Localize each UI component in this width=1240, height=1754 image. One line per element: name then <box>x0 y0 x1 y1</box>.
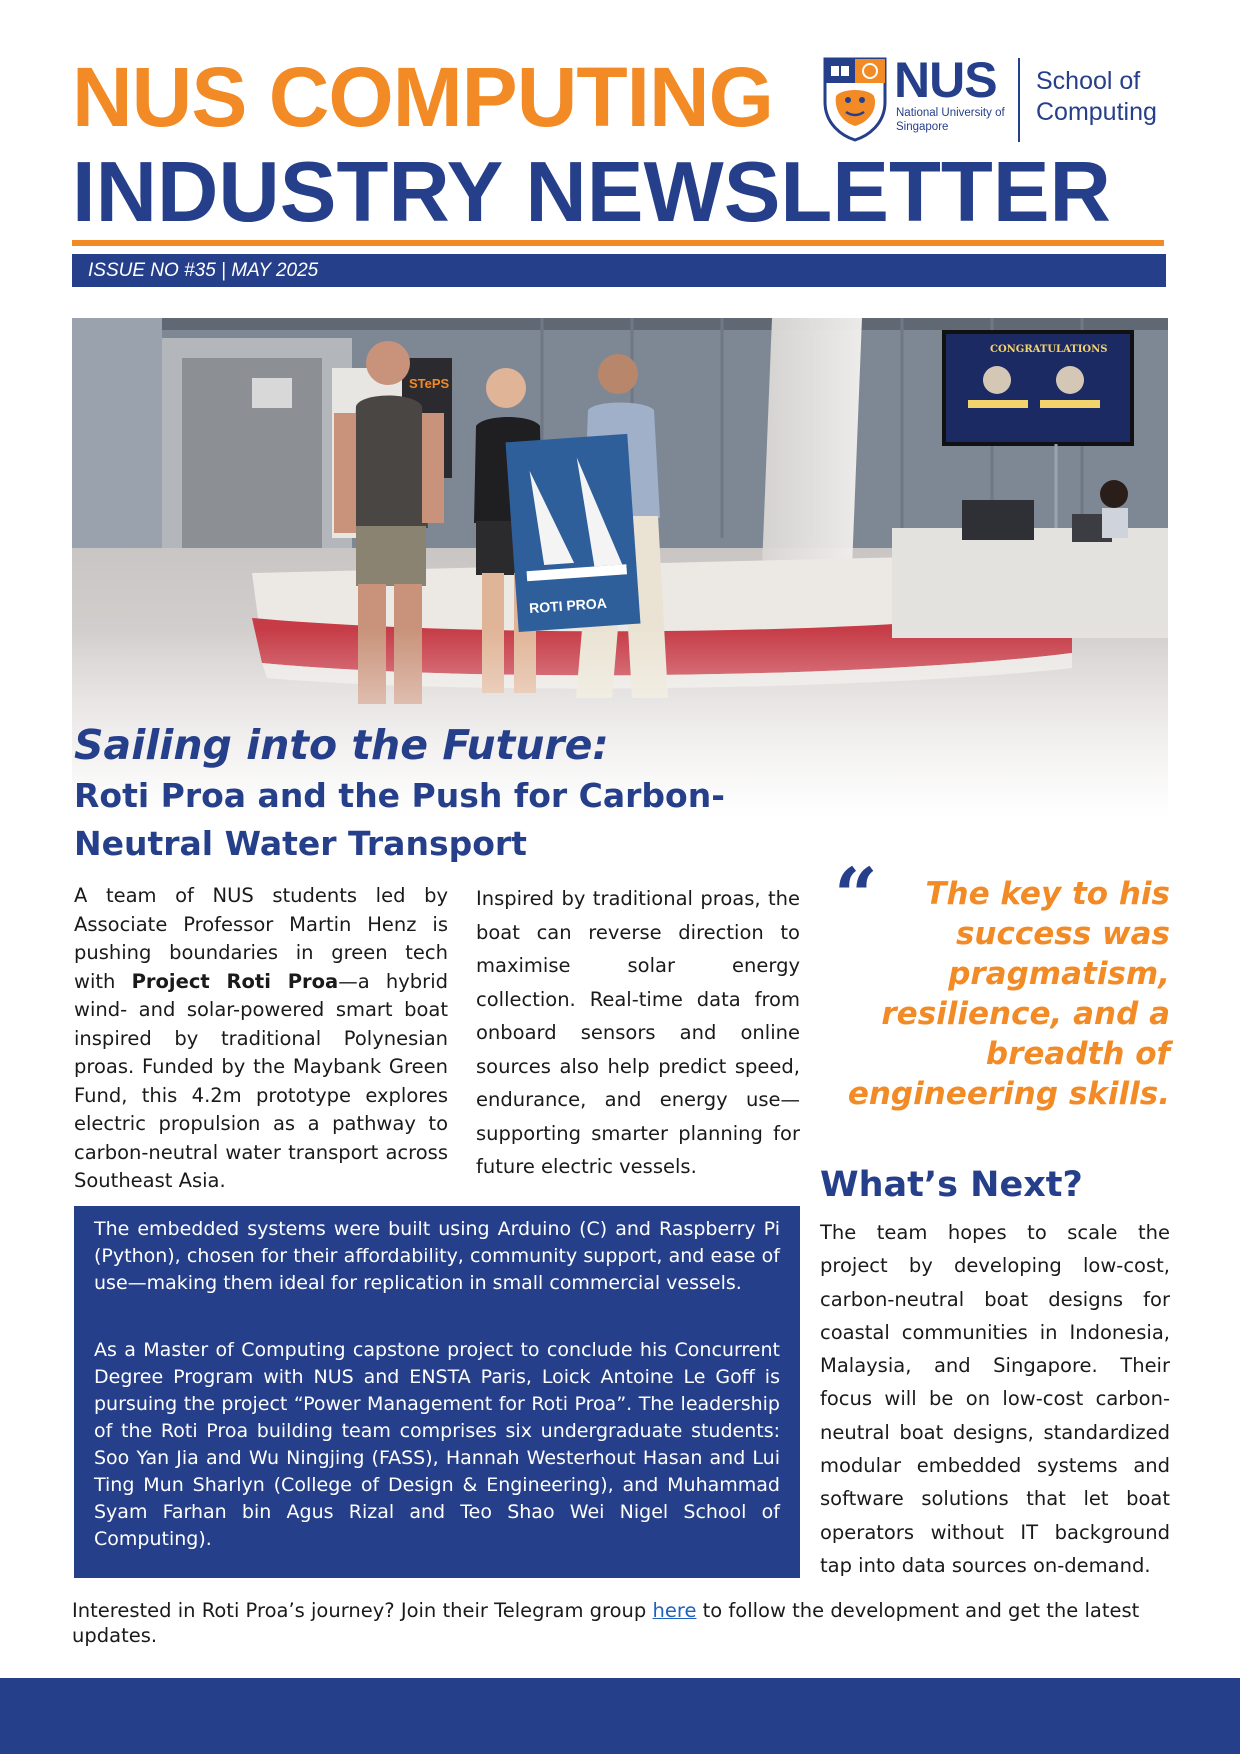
newsletter-title-line1: NUS COMPUTING <box>72 50 773 144</box>
info-box-para-1: The embedded systems were built using Arduino (C) and Raspberry Pi (Python), chosen for their affordability, community support, and ease of use—making them ideal for replication in small commercial vessels. <box>94 1218 780 1294</box>
article-heading: Sailing into the Future: <box>74 721 609 769</box>
header-orange-rule <box>72 240 1164 246</box>
telegram-link[interactable]: here <box>652 1599 697 1622</box>
article-column-2: Inspired by traditional proas, the boat can reverse direction to maximise solar energy collection. Real-time data from onboard sensors and online sources also help predict speed, endurance, and energy use—supporting smarter planning for future electric vessels. <box>476 887 800 1178</box>
nus-soc-logo <box>822 52 1172 144</box>
logo-nus-text: NUS <box>894 52 997 108</box>
logo-university-name: National University of Singapore <box>896 107 1005 133</box>
project-name-bold: Project Roti Proa <box>131 969 339 993</box>
col1-rest: —a hybrid wind- and solar-powered smart boat inspired by traditional Polynesian proas. Funded by the Maybank Green Fund, this 4.2m prototype explores electric propulsion as a pathway to carbon-neutral water transport across Southeast Asia. <box>74 969 448 1192</box>
telegram-note <box>72 1598 1170 1648</box>
info-box-text <box>94 1216 780 1553</box>
newsletter-title-line2: INDUSTRY NEWSLETTER <box>72 145 1111 240</box>
article-column-1 <box>74 882 448 1196</box>
article-subheading: Roti Proa and the Push for Carbon-Neutral Water Transport <box>74 776 725 863</box>
footer-bar <box>0 1678 1240 1754</box>
pull-quote: The key to his success was pragmatism, resilience, and a breadth of engineering skills. <box>847 876 1170 1112</box>
telegram-note-after: to follow the development and get the latest updates. <box>72 1599 1140 1647</box>
col1-intro: A team of NUS students led by Associate Professor Martin Henz is pushing boundaries in green tech with <box>74 884 448 993</box>
issue-label: ISSUE NO #35 | MAY 2025 <box>88 260 319 281</box>
telegram-note-before: Interested in Roti Proa’s journey? Join their Telegram group <box>72 1599 653 1622</box>
logo-divider <box>1018 58 1020 142</box>
nus-crest-icon <box>822 56 888 142</box>
info-box-para-2: As a Master of Computing capstone project to conclude his Concurrent Degree Program with NUS and ENSTA Paris, Loick Antoine Le Goff is pursuing the project “Power Management for Roti Proa”. The leadership of the Roti Proa building team comprises six undergraduate students: Soo Yan Jia and Wu Ningjing (FASS), Hannah Westerhout Hasan and Lui Ting Mun Sharlyn (College of Design & Engineering), and Muhammad Syam Farhan bin Agus Rizal and Teo Shao Wei Nigel School of Computing). <box>94 1339 780 1550</box>
quote-mark-icon: “ <box>834 851 878 940</box>
whats-next-heading: What’s Next? <box>820 1165 1083 1205</box>
whats-next-body: The team hopes to scale the project by developing low-cost, carbon-neutral boat designs for coastal communities in Indonesia, Malaysia, and Singapore. Their focus will be on low-cost carbon-neutral boat designs, standardized modular embedded systems and software solutions that let boat operators without IT background tap into data sources on-demand. <box>820 1221 1170 1577</box>
logo-school-name: School of Computing <box>1036 67 1157 126</box>
